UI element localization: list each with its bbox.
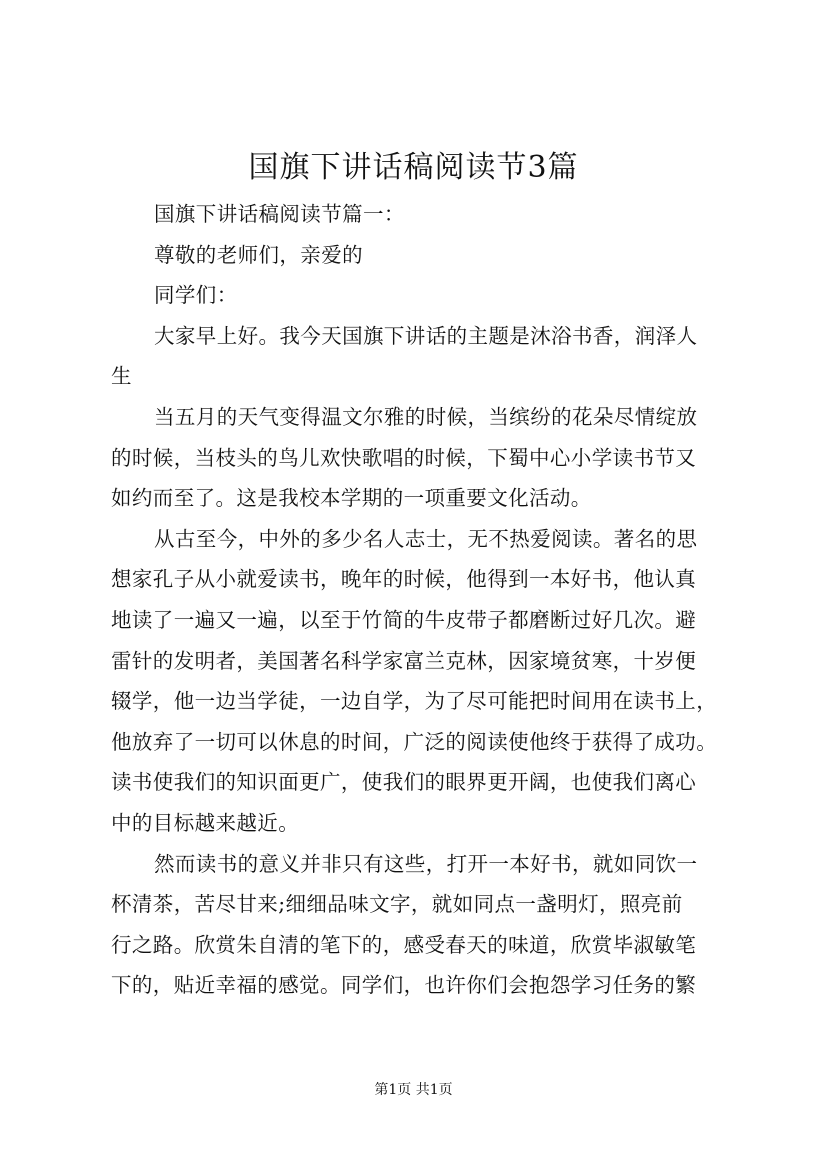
text-line: 读书使我们的知识面更广，使我们的眼界更开阔，也使我们离心: [111, 770, 697, 795]
text-line: 中的目标越来越近。: [111, 810, 300, 835]
text-line: 从古至今，中外的多少名人志士，无不热爱阅读。著名的思: [154, 526, 698, 551]
text-line: 大家早上好。我今天国旗下讲话的主题是沐浴书香，润泽人: [154, 323, 698, 348]
page-footer: 第1页 共1页: [374, 1082, 453, 1098]
text-line: 如约而至了。这是我校本学期的一项重要文化活动。: [111, 486, 592, 511]
text-line: 当五月的天气变得温文尔雅的时候，当缤纷的花朵尽情绽放: [154, 404, 698, 429]
text-line: 然而读书的意义并非只有这些，打开一本好书，就如同饮一: [154, 851, 698, 876]
text-line: 杯清茶，苦尽甘来;细细品味文字，就如同点一盏明灯，照亮前: [111, 892, 683, 917]
text-line: 下的，贴近幸福的感觉。同学们，也许你们会抱怨学习任务的繁: [111, 973, 697, 998]
text-line: 的时候，当枝头的鸟儿欢快歌唱的时候，下蜀中心小学读书节又: [111, 445, 697, 470]
text-line: 生: [111, 364, 132, 389]
text-line: 雷针的发明者，美国著名科学家富兰克林，因家境贫寒，十岁便: [111, 648, 697, 673]
text-line: 行之路。欣赏朱自清的笔下的，感受春天的味道，欣赏毕淑敏笔: [111, 932, 697, 957]
document-title: 国旗下讲话稿阅读节3篇: [248, 150, 579, 185]
text-line: 辍学，他一边当学徒，一边自学，为了尽可能把时间用在读书上，: [111, 689, 718, 714]
text-line: 尊敬的老师们，亲爱的: [154, 242, 363, 267]
document-body: [111, 194, 721, 1006]
text-line: 地读了一遍又一遍，以至于竹简的牛皮带子都磨断过好几次。避: [111, 607, 697, 632]
text-line: 他放弃了一切可以休息的时间，广泛的阅读使他终于获得了成功。: [111, 729, 718, 754]
text-line: 想家孔子从小就爱读书，晚年的时候，他得到一本好书，他认真: [111, 567, 697, 592]
text-line: 国旗下讲话稿阅读节篇一：: [154, 202, 405, 226]
text-line: 同学们：: [154, 283, 238, 308]
